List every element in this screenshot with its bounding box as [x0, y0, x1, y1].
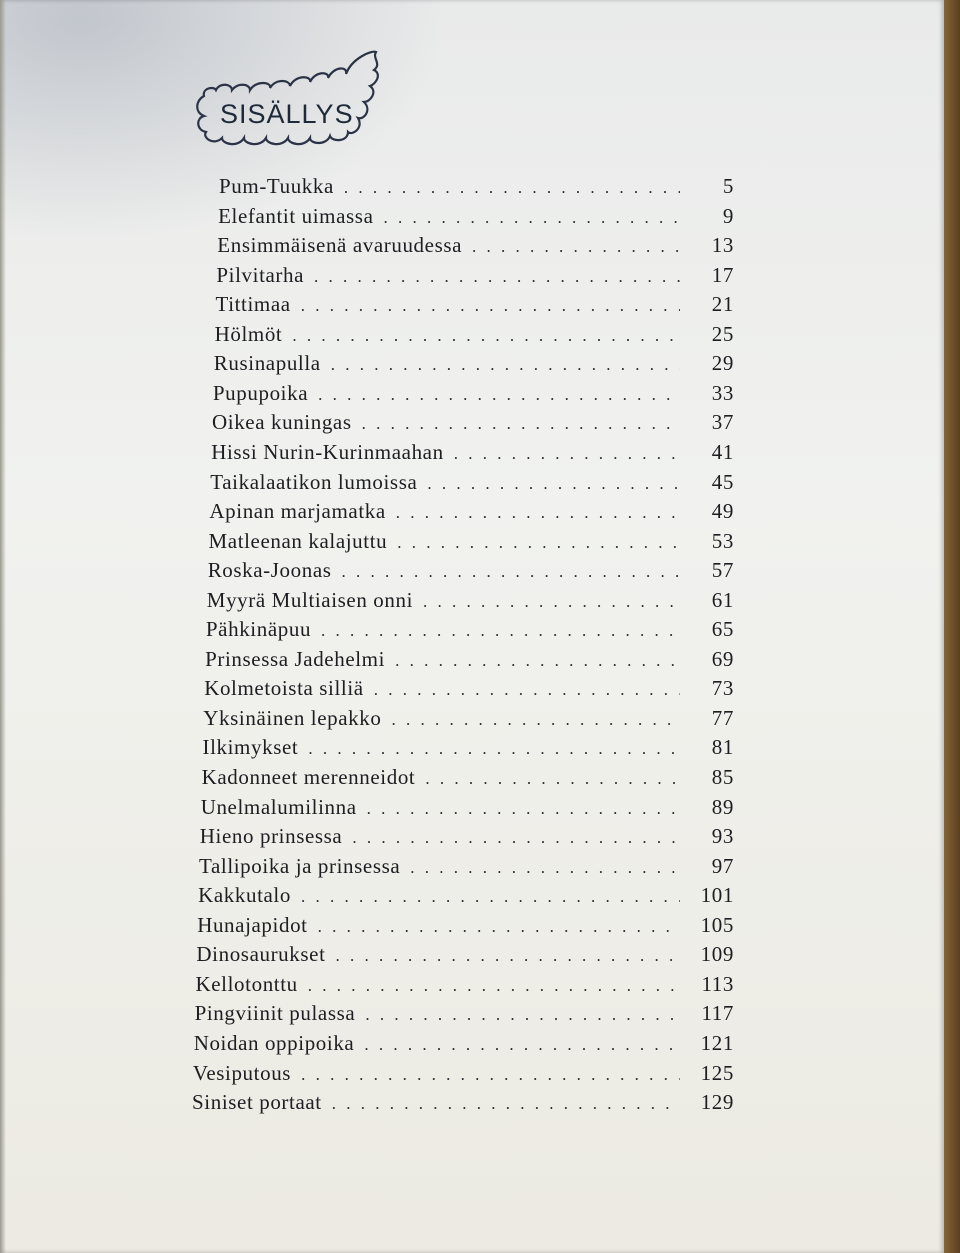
leader-dots	[384, 208, 680, 228]
toc-entry-page: 93	[711, 824, 734, 849]
leader-dots	[425, 769, 680, 789]
toc-entry-page: 53	[711, 528, 734, 553]
toc-entry-page: 9	[722, 203, 734, 228]
leader-dots	[308, 976, 680, 996]
leader-dots	[308, 739, 680, 759]
toc-entry-title: Pähkinäpuu	[205, 617, 312, 642]
toc-entry-title: Dinosaurukset	[196, 942, 326, 967]
toc-entry-page: 5	[722, 174, 734, 198]
toc-entry-title: Hunajapidot	[197, 912, 308, 937]
leader-dots	[318, 385, 680, 405]
toc-entry-19	[203, 706, 734, 734]
toc-entry-31	[193, 1061, 734, 1089]
toc-entry-23	[200, 824, 734, 852]
leader-dots	[301, 887, 680, 907]
toc-entry-page: 109	[700, 942, 734, 967]
leader-dots	[344, 178, 680, 198]
leader-dots	[427, 474, 680, 494]
toc-entry-title: Matleenan kalajuttu	[208, 528, 388, 553]
toc-entry-page: 89	[711, 794, 734, 819]
toc-entry-title: Hissi Nurin-Kurinmaahan	[211, 439, 444, 464]
toc-entry-title: Pupupoika	[212, 380, 309, 405]
toc-entry-page: 13	[711, 233, 734, 258]
toc-entry-title: Kolmetoista silliä	[204, 676, 364, 701]
toc-entry-page: 29	[711, 351, 734, 376]
page-title: SISÄLLYS	[220, 99, 354, 129]
leader-dots	[301, 1065, 680, 1085]
toc-entry-20	[203, 735, 735, 763]
toc-entry-13	[209, 529, 735, 557]
leader-dots	[391, 710, 680, 730]
toc-entry-title: Pilvitarha	[216, 262, 305, 287]
toc-entry-page: 113	[701, 971, 734, 996]
toc-entry-30	[194, 1031, 734, 1059]
toc-entry-28	[196, 972, 735, 1000]
toc-entry-page: 41	[711, 439, 734, 464]
toc-entry-title: Pingviinit pulassa	[194, 1001, 356, 1026]
leader-dots	[365, 1005, 680, 1025]
toc-entry-title: Hieno prinsessa	[199, 824, 343, 849]
toc-entry-title: Kakkutalo	[198, 883, 291, 908]
toc-entry-15	[207, 588, 734, 616]
toc-entry-title: Prinsessa Jadehelmi	[205, 646, 386, 671]
toc-entry-2	[218, 204, 734, 232]
leader-dots	[331, 355, 680, 375]
toc-entry-page: 97	[711, 853, 734, 878]
toc-entry-6	[215, 322, 734, 350]
toc-entry-4	[216, 263, 734, 291]
toc-entry-page: 73	[711, 676, 734, 701]
toc-entry-page: 57	[711, 558, 734, 583]
leader-dots	[321, 621, 680, 641]
toc-entry-1	[219, 174, 734, 202]
toc-entry-title: Vesiputous	[192, 1060, 292, 1085]
toc-entry-page: 25	[711, 321, 734, 346]
toc-entry-12	[209, 499, 734, 527]
leader-dots	[397, 533, 680, 553]
toc-entry-title: Unelmalumilinna	[200, 794, 357, 819]
toc-entry-32	[192, 1090, 734, 1118]
toc-entry-10	[211, 440, 734, 468]
toc-entry-page: 17	[711, 262, 734, 287]
toc-entry-page: 21	[711, 292, 734, 317]
toc-entry-page: 33	[711, 380, 734, 405]
toc-entry-page: 65	[711, 617, 734, 642]
toc-entry-title: Ensimmäisenä avaruudessa	[217, 233, 463, 258]
toc-entry-page: 37	[711, 410, 734, 435]
toc-entry-title: Kadonneet merenneidot	[201, 765, 416, 789]
toc-entry-title: Roska-Joonas	[207, 558, 332, 583]
leader-dots	[410, 858, 680, 878]
toc-entry-title: Apinan marjamatka	[209, 499, 386, 523]
toc-entry-title: Tallipoika ja prinsessa	[199, 853, 401, 878]
leader-dots	[362, 414, 680, 434]
toc-entry-24	[199, 854, 734, 882]
leader-dots	[318, 917, 680, 937]
toc-entry-14	[208, 558, 734, 586]
leader-dots	[423, 592, 680, 612]
toc-entry-page: 81	[711, 735, 734, 760]
toc-entry-title: Ilkimykset	[202, 735, 299, 760]
toc-entry-title: Hölmöt	[214, 321, 283, 346]
toc-entry-page: 61	[711, 587, 734, 612]
toc-entry-16	[206, 617, 734, 645]
toc-entry-22	[201, 795, 734, 823]
leader-dots	[395, 651, 680, 671]
toc-entry-25	[198, 883, 734, 911]
toc-entry-27	[196, 942, 734, 970]
toc-entry-title: Yksinäinen lepakko	[203, 705, 382, 730]
toc-entry-3	[217, 233, 734, 261]
toc-entry-21	[202, 765, 734, 793]
toc-entry-5	[216, 292, 735, 320]
toc-entry-26	[197, 913, 734, 941]
toc-entry-9	[212, 410, 734, 438]
toc-entry-title: Elefantit uimassa	[218, 203, 374, 228]
toc-entry-title: Kellotonttu	[195, 971, 298, 996]
toc-entry-title: Rusinapulla	[213, 351, 321, 376]
toc-entry-page: 77	[711, 705, 734, 730]
toc-entry-18	[204, 676, 734, 704]
toc-entry-page: 85	[711, 765, 734, 789]
leader-dots	[352, 828, 680, 848]
leader-dots	[364, 1035, 680, 1055]
toc-entry-8	[213, 381, 734, 409]
toc-entry-page: 121	[700, 1030, 734, 1055]
toc-entry-page: 49	[711, 499, 734, 523]
leader-dots	[336, 946, 680, 966]
toc-entry-title: Tittimaa	[215, 292, 291, 317]
leader-dots	[314, 267, 680, 287]
leader-dots	[301, 296, 680, 316]
toc-entry-17	[205, 647, 734, 675]
toc-entry-page: 45	[711, 469, 734, 494]
toc-entry-29	[195, 1001, 734, 1029]
toc-entry-title: Taikalaatikon lumoissa	[210, 469, 418, 494]
leader-dots	[374, 680, 680, 700]
toc-entry-page: 125	[700, 1060, 734, 1085]
leader-dots	[292, 326, 680, 346]
toc-entry-page: 69	[711, 646, 734, 671]
toc-entry-title: Noidan oppipoika	[193, 1030, 355, 1055]
toc-entry-page: 117	[701, 1001, 734, 1026]
leader-dots	[332, 1094, 680, 1114]
toc-entry-title: Siniset portaat	[192, 1090, 322, 1114]
toc-entry-7	[214, 351, 734, 379]
toc-entry-11	[210, 470, 734, 498]
leader-dots	[342, 562, 680, 582]
leader-dots	[367, 799, 680, 819]
toc-entry-title: Myyrä Multiaisen onni	[206, 587, 414, 612]
toc-entry-title: Oikea kuningas	[212, 410, 352, 435]
leader-dots	[472, 237, 680, 257]
leader-dots	[454, 444, 680, 464]
toc-entry-page: 129	[700, 1090, 734, 1114]
leader-dots	[396, 503, 680, 523]
toc-entry-page: 105	[700, 912, 734, 937]
toc-entry-title: Pum-Tuukka	[219, 174, 334, 198]
toc-entry-page: 101	[700, 883, 734, 908]
